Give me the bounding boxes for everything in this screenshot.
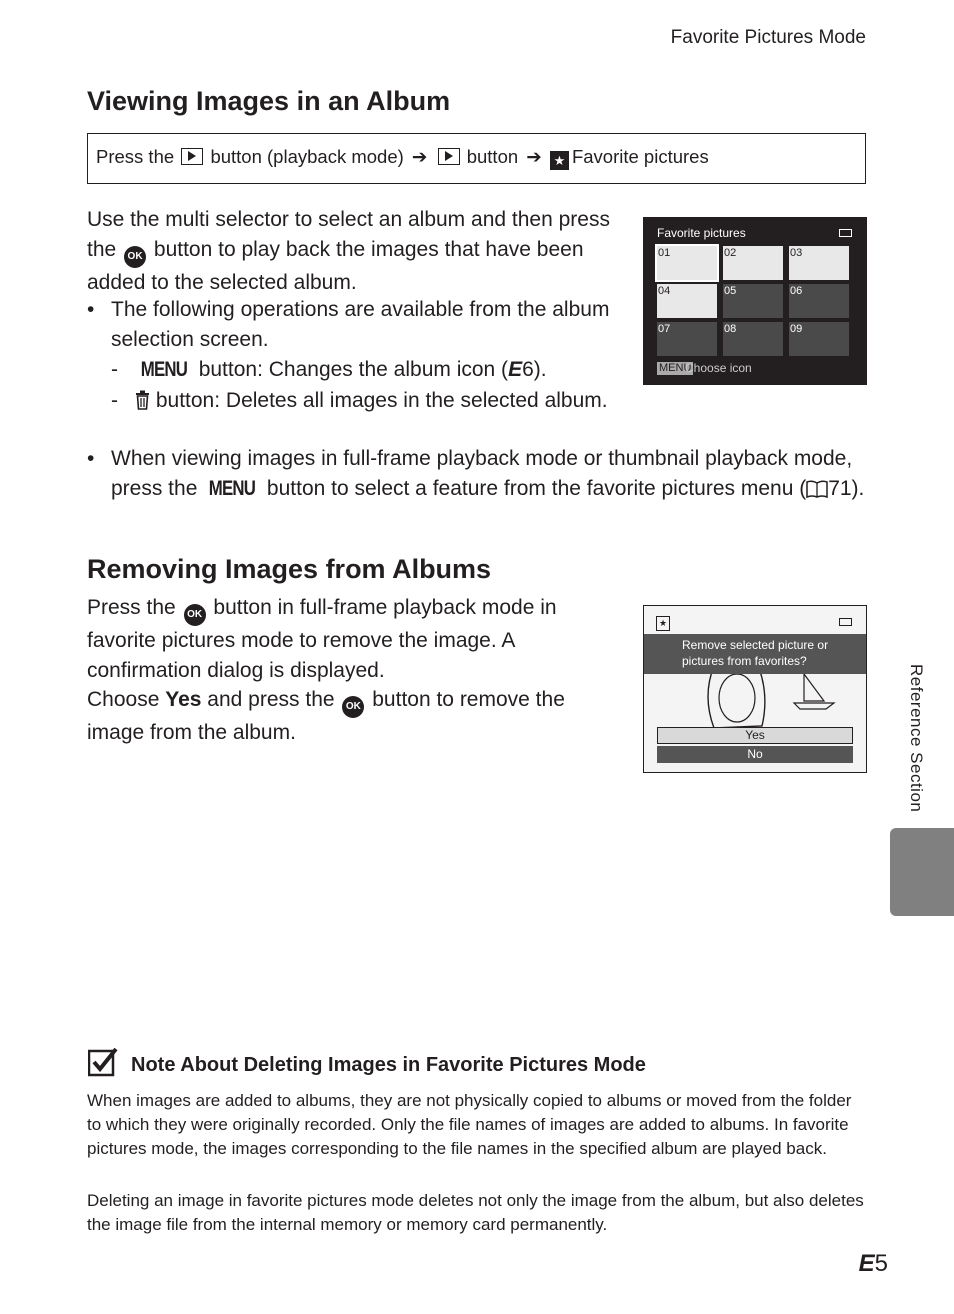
ok-button-icon: OK bbox=[124, 246, 146, 268]
e-reference-icon: E bbox=[508, 358, 523, 381]
dash-icon: - bbox=[111, 358, 118, 381]
book-reference-icon bbox=[806, 480, 828, 498]
section-heading-removing: Removing Images from Albums bbox=[87, 554, 492, 584]
ok-button-icon: OK bbox=[342, 696, 364, 718]
page-prefix: E bbox=[858, 1250, 875, 1277]
menu-path-box bbox=[87, 133, 866, 184]
para2-d: and press the bbox=[207, 688, 335, 711]
running-header: Favorite Pictures Mode bbox=[670, 27, 866, 48]
para1-a: Use the multi selector to select an album and then press the bbox=[87, 208, 610, 261]
path-button: button bbox=[466, 146, 519, 167]
playback-button-icon bbox=[181, 148, 203, 165]
menu-tag: MENU bbox=[659, 362, 692, 374]
album-number: 08 bbox=[724, 323, 737, 335]
side-tab bbox=[890, 828, 954, 916]
bullet2-a: When viewing images in full-frame playback mode or thumbnail playback mode, press the bbox=[111, 447, 853, 500]
side-section-label: Reference Section bbox=[907, 664, 926, 813]
album-thumbnail[interactable] bbox=[657, 246, 717, 280]
path-button-playback: button (playback mode) bbox=[210, 146, 404, 167]
album-thumbnail[interactable] bbox=[789, 322, 849, 356]
battery-icon bbox=[839, 229, 852, 237]
checkmark-note-icon bbox=[88, 1047, 118, 1077]
menu-button-label: MENU bbox=[209, 476, 256, 500]
para2-e: button to remove the image from the album. bbox=[87, 688, 565, 744]
para1-b: button to play back the images that have been added to the selected album. bbox=[87, 237, 584, 294]
arrow-icon: ➔ bbox=[411, 146, 428, 167]
trash-icon bbox=[135, 390, 150, 410]
note-title: Note About Deleting Images in Favorite Pictures Mode bbox=[131, 1054, 646, 1076]
path-favorite: Favorite pictures bbox=[571, 146, 709, 167]
sub1-text: button: Changes the album icon ( bbox=[198, 358, 509, 381]
playback-button-icon bbox=[438, 148, 460, 165]
bullet-dot-icon: • bbox=[87, 447, 95, 470]
bullet-operations bbox=[87, 295, 627, 415]
dash-icon: - bbox=[111, 388, 118, 412]
page-num-value: 5 bbox=[874, 1250, 888, 1277]
remove-confirm-screen bbox=[643, 605, 867, 773]
menu-button-label: MENU bbox=[140, 358, 188, 381]
bullet2-b: button to select a feature from the favorite pictures menu ( bbox=[266, 476, 807, 500]
battery-icon bbox=[839, 618, 852, 626]
favorite-star-icon: ★ bbox=[656, 616, 670, 631]
album-number: 06 bbox=[790, 285, 803, 297]
note-paragraph-2: Deleting an image in favorite pictures mode deletes not only the image from the album, but also deletes the image file from the internal memory or memory card permanently. bbox=[87, 1191, 864, 1234]
album-thumbnail[interactable] bbox=[723, 246, 783, 280]
album-number: 01 bbox=[658, 247, 671, 259]
bullet-menu-feature bbox=[87, 444, 877, 503]
no-option[interactable]: No bbox=[657, 746, 853, 763]
yes-bold-text: Yes bbox=[165, 688, 202, 711]
screen-title: Favorite pictures bbox=[657, 226, 746, 240]
para2-a: Press the bbox=[87, 596, 176, 619]
yes-option[interactable]: Yes bbox=[657, 727, 853, 744]
album-thumbnail[interactable] bbox=[723, 322, 783, 356]
album-thumbnail[interactable] bbox=[789, 284, 849, 318]
screen-footer: Choose icon bbox=[685, 361, 752, 375]
bullet1-text: The following operations are available from the album selection screen. bbox=[111, 298, 610, 351]
bullet-dot-icon: • bbox=[87, 298, 95, 321]
favorite-star-icon: ★ bbox=[550, 151, 569, 170]
album-number: 03 bbox=[790, 247, 803, 259]
album-number: 04 bbox=[658, 285, 671, 297]
bullet2-ref: 71). bbox=[828, 476, 865, 500]
path-press-the: Press the bbox=[96, 146, 175, 167]
note-paragraph-1: When images are added to albums, they are not physically copied to albums or moved from the folder to which they were originally recorded. Only the file names of images are added to albums. In favorite pictures mode, the images corresponding to the file names in the specified album are played back. bbox=[87, 1091, 852, 1158]
removing-paragraph bbox=[87, 593, 587, 748]
viewing-paragraph bbox=[87, 205, 617, 297]
album-selection-screen bbox=[643, 217, 867, 385]
album-thumbnail[interactable] bbox=[723, 284, 783, 318]
section-heading-viewing: Viewing Images in an Album bbox=[87, 86, 451, 116]
album-number: 05 bbox=[724, 285, 737, 297]
para2-b: button in full-frame playback mode in favorite pictures mode to remove the image. A confirmation dialog is displayed. bbox=[87, 596, 557, 682]
sub2-text: button: Deletes all images in the selected album. bbox=[155, 388, 608, 412]
ok-button-icon: OK bbox=[184, 604, 206, 626]
album-thumbnail[interactable] bbox=[657, 284, 717, 318]
album-number: 02 bbox=[724, 247, 737, 259]
page-number bbox=[859, 1250, 888, 1278]
para2-c: Choose bbox=[87, 688, 160, 711]
album-thumbnail[interactable] bbox=[657, 322, 717, 356]
album-thumbnail[interactable] bbox=[789, 246, 849, 280]
arrow-icon: ➔ bbox=[526, 146, 542, 167]
album-number: 07 bbox=[658, 323, 671, 335]
sub1-ref: 6). bbox=[522, 358, 547, 381]
confirm-prompt: Remove selected picture or pictures from favorites? bbox=[644, 634, 866, 674]
album-number: 09 bbox=[790, 323, 803, 335]
